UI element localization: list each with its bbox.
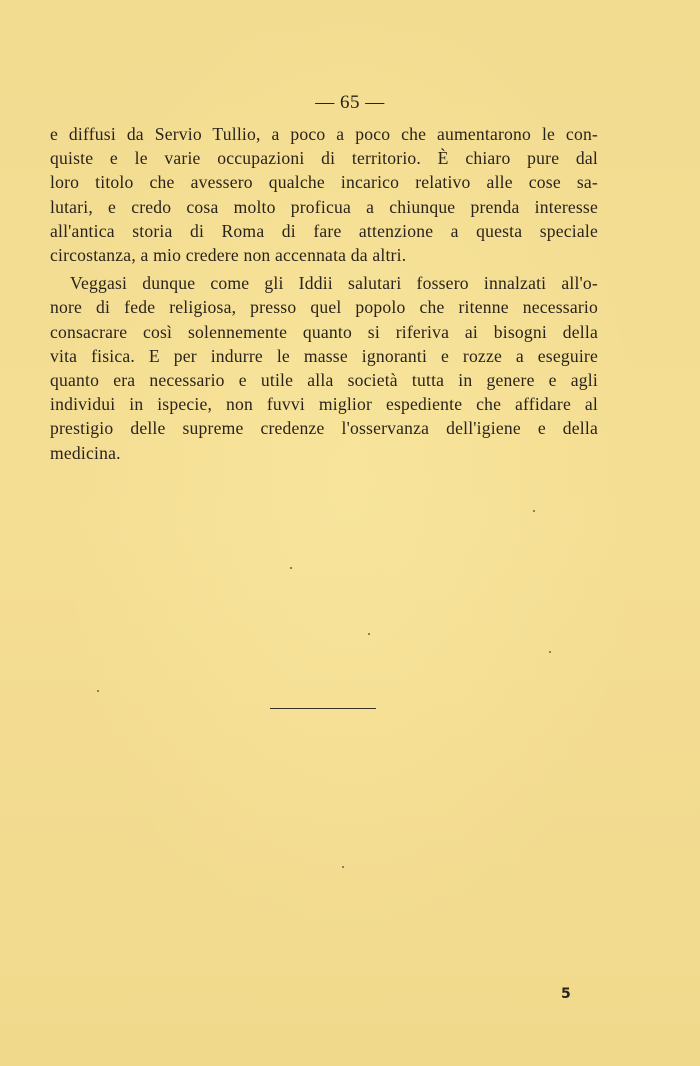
section-end-rule xyxy=(270,708,376,709)
paper-speck xyxy=(342,866,344,868)
text-line: e diffusi da Servio Tullio, a poco a poco che aumentarono le con- xyxy=(50,124,598,144)
text-line: all'antica storia di Roma di fare attenzione a questa speciale xyxy=(50,220,598,241)
text-line: prestigio delle supreme credenze l'osservanza dell'igiene e della xyxy=(50,418,598,439)
body-text xyxy=(50,122,598,465)
text-line: quiste e le varie occupazioni di territorio. È chiaro pure dal xyxy=(50,148,598,169)
text-line: nore di fede religiosa, presso quel popolo che ritenne necessario xyxy=(50,297,598,318)
signature-mark: 5 xyxy=(561,986,571,1002)
text-line: loro titolo che avessero qualche incarico relativo alle cose sa- xyxy=(50,172,598,193)
text-line: circostanza, a mio credere non accennata da altri. xyxy=(50,245,407,266)
text-line: consacrare così solennemente quanto si riferiva ai bisogni della xyxy=(50,321,598,342)
paper-speck xyxy=(97,690,99,692)
paper-speck xyxy=(368,633,370,635)
text-line: Veggasi dunque come gli Iddii salutari fossero innalzati all'o- xyxy=(70,273,598,294)
paper-speck xyxy=(549,651,551,653)
paragraph-2 xyxy=(50,271,598,465)
paragraph-1 xyxy=(50,122,598,267)
paper-speck xyxy=(533,510,535,512)
text-line: quanto era necessario e utile alla società tutta in genere e agli xyxy=(50,370,598,391)
text-line: individui in ispecie, non fuvvi miglior espediente che affidare al xyxy=(50,394,598,415)
text-line: medicina. xyxy=(50,442,121,463)
text-line: lutari, e credo cosa molto proficua a chiunque prenda interesse xyxy=(50,196,598,217)
paper-speck xyxy=(290,567,292,569)
page-number-header: — 65 — xyxy=(315,92,385,113)
text-line: vita fisica. E per indurre le masse ignoranti e rozze a eseguire xyxy=(50,345,598,366)
